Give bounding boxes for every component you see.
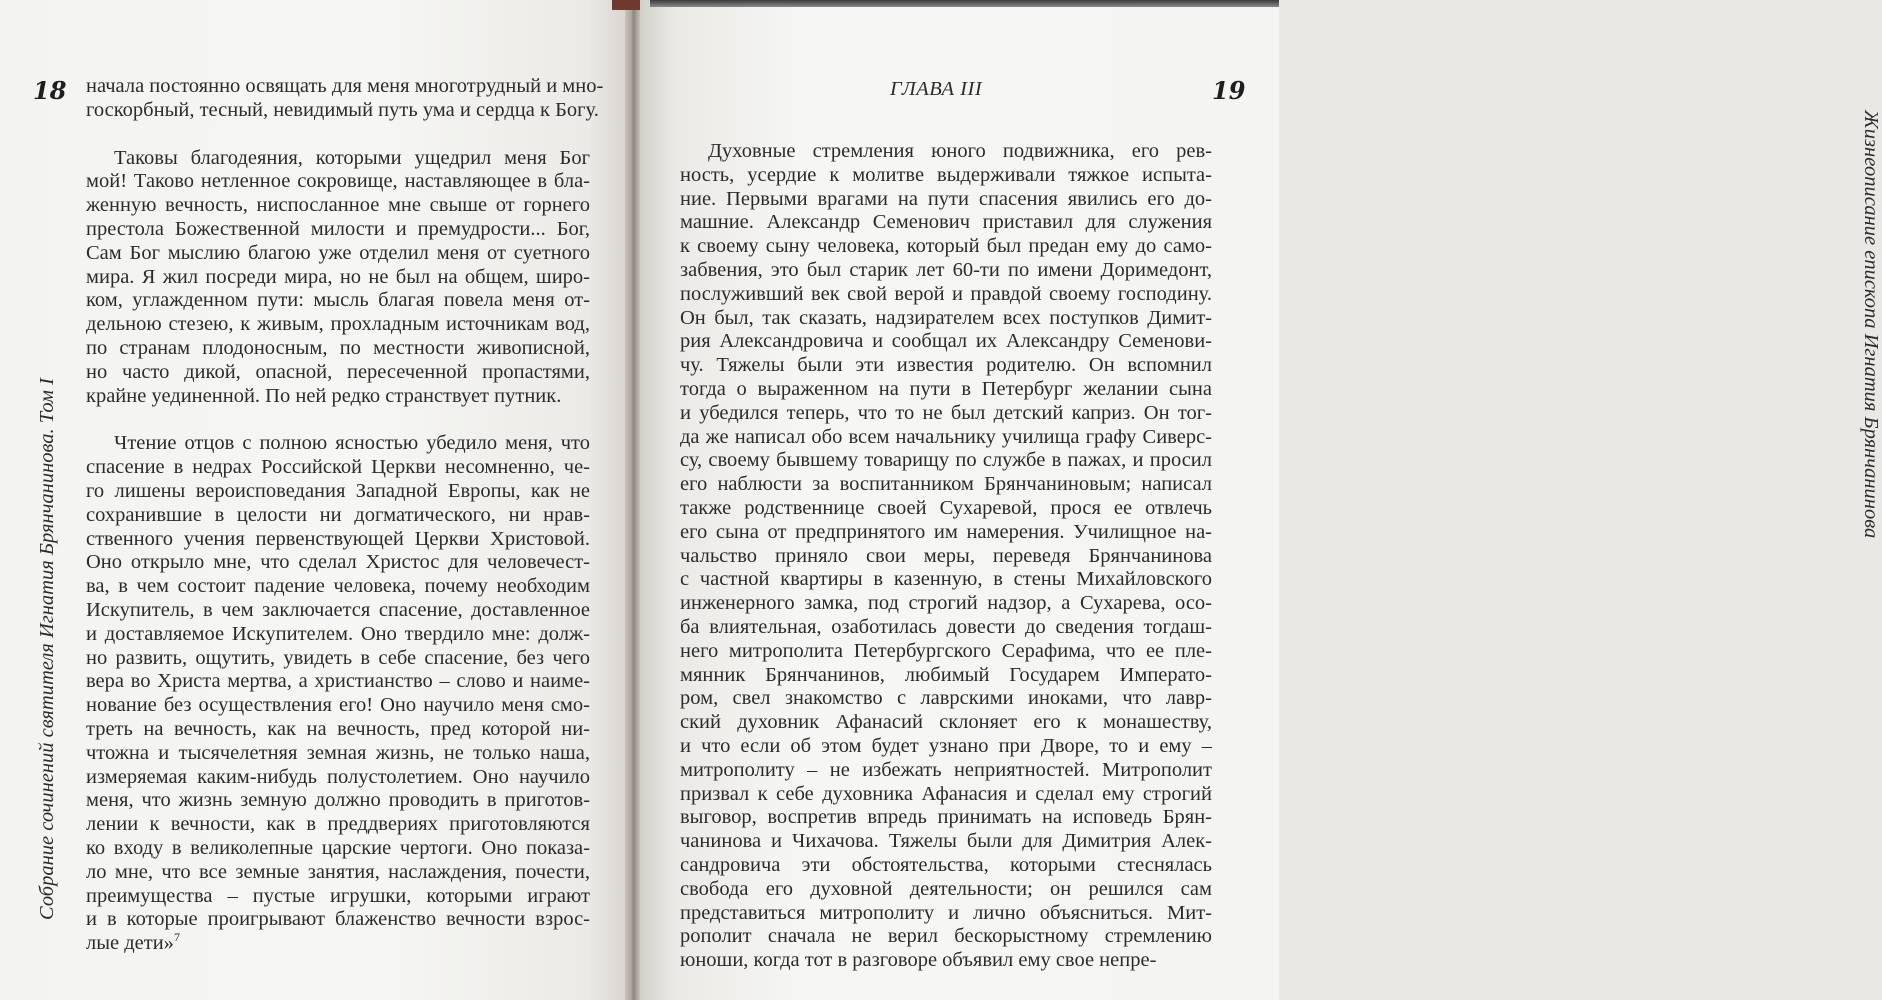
left-page — [0, 0, 625, 1000]
page-number-right: 19 — [1212, 76, 1246, 105]
text-line: и в которые проигрывают блаженство вечности взрос- — [86, 908, 590, 931]
text-line: чанинова и Чихачова. Тяжелы были для Димитрия Алек- — [680, 830, 1212, 853]
text-line: его наблюсти за воспитанником Брянчаниновым; написал — [680, 473, 1212, 496]
text-line: лении к вечности, как в преддвериях приготовляются — [86, 813, 590, 836]
text-line: юноши, когда тот в разговоре объявил ему свое непре- — [680, 949, 1157, 972]
text-line: преимущества – пустые игрушки, которыми играют — [86, 884, 590, 907]
paragraph-gap — [86, 408, 590, 432]
text-line: к своему сыну человека, который был предан ему до само- — [680, 235, 1212, 258]
text-line: треть на вечность, как на вечность, пред которой ни- — [86, 717, 590, 740]
text-line: Чтение отцов с полною ясностью убедило меня, что — [114, 432, 590, 455]
text-line: измеряемая каким-нибудь полустолетием. Оно научило — [86, 765, 590, 788]
text-line: по странам плодоносным, по местности живописной, — [86, 336, 590, 359]
text-line: чу. Тяжелы были эти известия родителю. Он вспомнил — [680, 354, 1212, 377]
text-line: ба влиятельная, озаботилась довести до сведения тогдаш- — [680, 615, 1212, 638]
text-line: престола Божественной милости и премудрости... Бог, — [86, 217, 590, 240]
right-page — [640, 0, 1882, 1000]
text-line: и убедился теперь, что то не был детский каприз. Он тог- — [680, 401, 1212, 424]
text-line: но часто дикой, опасной, пересеченной пропастями, — [86, 360, 590, 383]
text-line: дельною стезею, к живым, прохладным источникам вод, — [86, 313, 590, 336]
text-line: мой! Таково нетленное сокровище, наставляющее в бла- — [86, 170, 590, 193]
paragraph — [86, 432, 590, 956]
text-line: его сына от предпринятого им намерения. Училищное на- — [680, 520, 1212, 543]
page-top-edge — [650, 0, 1279, 7]
text-line: чальство приняло свои меры, переведя Брянчанинова — [680, 544, 1212, 567]
text-line: ло мне, что все земные занятия, наслаждения, почести, — [86, 860, 590, 883]
text-line: забвения, это был старик лет 60-ти по имени Доримедонт, — [680, 258, 1212, 281]
text-line: машние. Александр Семенович приставил для служения — [680, 211, 1212, 234]
text-line: послуживший век свой верой и правдой своему господину. — [680, 282, 1212, 305]
paragraph — [680, 140, 1212, 973]
text-line: и что если об этом будет узнано при Дворе, то и ему – — [680, 734, 1212, 757]
text-line: митрополиту – не избежать неприятностей. Митрополит — [680, 758, 1212, 781]
text-line: Искупитель, в чем заключается спасение, доставленное — [86, 598, 590, 621]
text-line: Оно открыло мне, что сделал Христос для человечест- — [86, 551, 590, 574]
text-line: призвал к себе духовника Афанасия и сделал ему строгий — [680, 782, 1212, 805]
text-line: Таковы благодеяния, которыми ущедрил меня Бог — [114, 146, 590, 169]
text-line: ко входу в великолепные царские чертоги. Оно показа- — [86, 836, 590, 859]
text-line: сохранившие в целости ни догматического, ни нрав- — [86, 503, 590, 526]
text-line: су, своему бывшему товарищу по службе в пажах, и просил — [680, 449, 1212, 472]
text-line: спасение в недрах Российской Церкви несомненно, че- — [86, 456, 590, 479]
text-line: госкорбный, тесный, невидимый путь ума и сердца к Богу. — [86, 98, 599, 121]
text-line: свобода его духовной деятельности; он решился сам — [680, 877, 1212, 900]
text-line: ром, свел знакомство с лаврскими иноками, что лавр- — [680, 687, 1212, 710]
text-line: сандровича эти обстоятельства, которыми стеснялась — [680, 853, 1212, 876]
text-line: него митрополита Петербургского Серафима, что ее пле- — [680, 639, 1212, 662]
paragraph — [86, 75, 604, 123]
text-line: представиться митрополиту и лично объясниться. Мит- — [680, 901, 1212, 924]
text-line: женную вечность, ниспосланное мне свыше от горнего — [86, 194, 590, 217]
text-line: чтожна и тысячелетняя земная жизнь, не только наша, — [86, 741, 590, 764]
chapter-title: ГЛАВА III — [890, 78, 983, 100]
footnote-marker[interactable]: 7 — [173, 930, 180, 945]
text-line: рополит сначала не верил бескорыстному стремлению — [680, 925, 1212, 948]
text-line: лые дети»$^7$ — [86, 930, 180, 955]
text-line: выговор, воспретив впредь принимать на исповедь Брян- — [680, 806, 1212, 829]
text-line: Сам Бог мыслию благою уже отделил меня от суетного — [86, 241, 590, 264]
right-body-text — [680, 140, 1212, 973]
left-body-text — [86, 75, 604, 956]
text-line: го лишены вероисповедания Западной Европы, как не — [86, 479, 590, 502]
text-line: ком, углажденном пути: мысль благая повела меня от- — [86, 289, 590, 312]
text-line: ственного учения первенствующей Церкви Христовой. — [86, 527, 590, 550]
text-line: вера во Христа мертва, а христианство – слово и наиме- — [86, 670, 590, 693]
paragraph — [86, 147, 590, 409]
text-line: ва, в чем состоит падение человека, почему необходим — [86, 575, 590, 598]
text-line: мира. Я жил посреди мира, но не был на общем, широ- — [86, 265, 590, 288]
text-line: Он был, так сказать, надзирателем всех поступков Димит- — [680, 306, 1212, 329]
text-line: крайне уединенной. По ней редко странствует путник. — [86, 384, 562, 407]
text-line: ность, усердие к молитве выдерживали тяжкое испыта- — [680, 163, 1212, 186]
text-line: ский духовник Афанасий склоняет его к монашеству, — [680, 711, 1212, 734]
text-line: нование без осуществления его! Оно научило меня смо- — [86, 694, 590, 717]
bookmark-ribbon — [612, 0, 642, 10]
text-line: также родственнице своей Сухаревой, прося ее отвлечь — [680, 496, 1212, 519]
text-line: и доставляемое Искупителем. Оно твердило мне: долж- — [86, 622, 590, 645]
text-line: инженерного замка, под строгий надзор, а Сухарева, осо- — [680, 592, 1212, 615]
text-line: Духовные стремления юного подвижника, его рев- — [708, 140, 1212, 162]
running-title-right: Жизнеописание епископа Игнатия Брянчанинова — [1860, 110, 1882, 539]
text-line: рия Александровича и сообщал их Александру Семенови- — [680, 330, 1212, 353]
text-line: да же написал обо всем начальнику училища графу Сиверс- — [680, 425, 1212, 448]
running-title-left: Собрание сочинений святителя Игнатия Брянчанинова. Том I — [36, 378, 58, 920]
paragraph-gap — [86, 123, 590, 147]
page-number-left: 18 — [33, 76, 67, 105]
book-gutter — [625, 0, 640, 1000]
text-line: тогда о выраженном на пути в Петербург желании сына — [680, 377, 1212, 400]
text-line: с частной квартиры в казенную, в стены Михайловского — [680, 568, 1212, 591]
text-line: ние. Первыми врагами на пути спасения явились его до- — [680, 187, 1212, 210]
text-line: но развить, ощутить, увидеть в себе спасение, без чего — [86, 646, 590, 669]
text-line: начала постоянно освящать для меня многотрудный и мно- — [86, 75, 604, 97]
text-line: меня, что жизнь земную должно проводить в приготов- — [86, 789, 590, 812]
text-line: мянник Брянчанинов, любимый Государем Императо- — [680, 663, 1212, 686]
